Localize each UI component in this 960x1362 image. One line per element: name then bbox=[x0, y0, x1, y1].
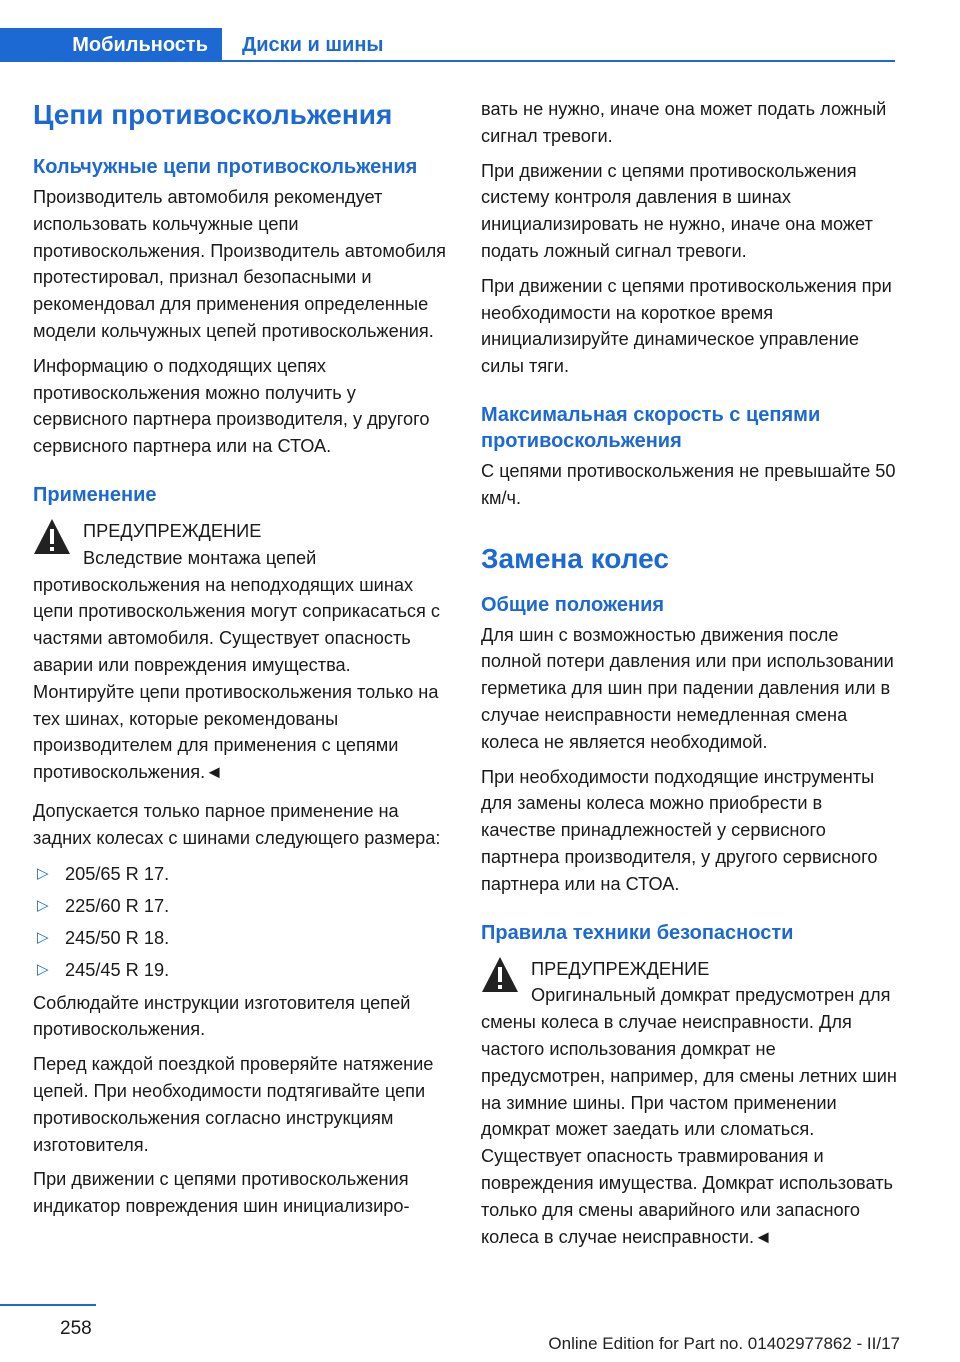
warning-block bbox=[481, 956, 899, 1251]
paragraph: При движении с цепями противоскольжения индикатор повреждения шин инициализиро- bbox=[33, 1169, 410, 1217]
section-title-usage: Применение bbox=[33, 483, 157, 506]
paragraph: Информацию о подходящих цепях противоскольжения можно получить у сервисного партнера производителя, у другого сервисного партнера или на СТОА. bbox=[33, 355, 430, 457]
tire-size: 205/65 R 17. bbox=[65, 863, 170, 884]
tire-size: 245/45 R 19. bbox=[65, 959, 170, 980]
page-title: Цепи противоскольжения bbox=[33, 99, 393, 130]
section-title-max-speed: Максимальная скорость с цепями противоскольжения bbox=[481, 403, 821, 452]
footer-rule bbox=[0, 1304, 96, 1306]
header-bar bbox=[0, 28, 895, 62]
paragraph: Производитель автомобиля рекомендует использовать кольчужные цепи противоскольжения. Производитель автомобиля протестировал, признал безопасными и рекомендовал для применения определенные модели кольчужных цепей противоскольжения. bbox=[33, 187, 447, 341]
page-number: 258 bbox=[60, 1318, 92, 1339]
left-column bbox=[33, 98, 448, 1220]
tire-size-list bbox=[33, 858, 448, 986]
list-bullet-icon: ▷ bbox=[37, 928, 49, 946]
section-title-chainmail: Кольчужные цепи противоскольжения bbox=[33, 156, 418, 178]
list-item bbox=[33, 954, 448, 986]
warning-triangle-icon bbox=[33, 518, 71, 556]
list-item bbox=[33, 922, 448, 954]
tire-size: 225/60 R 17. bbox=[65, 895, 170, 916]
warning-title: ПРЕДУПРЕЖДЕНИЕ bbox=[83, 520, 262, 541]
list-bullet-icon: ▷ bbox=[37, 864, 49, 882]
list-item bbox=[33, 858, 448, 890]
warning-block bbox=[33, 518, 448, 786]
paragraph: При движении с цепями противоскольжения при необходимости на короткое время инициализируйте динамическое управление силы тяги. bbox=[481, 275, 892, 377]
paragraph: Допускается только парное применение на задних колесах с шинами следующего размера: bbox=[33, 800, 441, 848]
tire-size: 245/50 R 18. bbox=[65, 927, 170, 948]
header-rule bbox=[0, 60, 895, 62]
warning-title: ПРЕДУПРЕЖДЕНИЕ bbox=[531, 958, 710, 979]
warning-text: Вследствие монтажа цепей противоскольжения на неподходящих шинах цепи противоскольжения могут соприкасаться с частями автомобиля. Существует опасность аварии или повреждения имущества. Монтируйте цепи противоскольжения только на тех шинах, которые рекомендованы производителем для применения с цепями противоскольжения.◄ bbox=[33, 547, 441, 783]
warning-text: Оригинальный домкрат предусмотрен для смены колеса в случае неисправности. Для частого использования домкрат не предусмотрен, например, для смены летних шин на зимние шины. При частом применении домкрат может заедать или сломаться. Существует опасность травмирования и повреждения имущества. Домкрат использовать только для смены аварийного или запасного колеса в случае неисправности.◄ bbox=[481, 985, 897, 1247]
section-title-general: Общие положения bbox=[481, 593, 665, 616]
list-bullet-icon: ▷ bbox=[37, 960, 49, 978]
section-title-wheel-change: Замена колес bbox=[481, 542, 669, 574]
tab-wheels-tires[interactable]: Диски и шины bbox=[242, 34, 384, 56]
paragraph: Соблюдайте инструкции изготовителя цепей противоскольжения. bbox=[33, 992, 411, 1040]
list-bullet-icon: ▷ bbox=[37, 896, 49, 914]
warning-triangle-icon bbox=[481, 956, 519, 994]
edition-note: Online Edition for Part no. 01402977862 - II/17 bbox=[548, 1334, 900, 1353]
paragraph: Для шин с возможностью движения после полной потери давления или при использовании герметика для шин при падении давления или в случае неисправности немедленная смена колеса не является необходимой. bbox=[481, 624, 894, 752]
paragraph: С цепями противоскольжения не превышайте 50 км/ч. bbox=[481, 460, 896, 508]
paragraph: Перед каждой поездкой проверяйте натяжение цепей. При необходимости подтягивайте цепи противоскольжения согласно инструкциям изготовителя. bbox=[33, 1054, 434, 1155]
section-title-safety: Правила техники безопасности bbox=[481, 921, 794, 944]
right-column bbox=[481, 96, 899, 1250]
tab-mobility[interactable]: Мобильность bbox=[0, 28, 222, 62]
paragraph: При необходимости подходящие инструменты для замены колеса можно приобрести в качестве принадлежностей у сервисного партнера производителя, у другого сервисного партнера или на СТОА. bbox=[481, 766, 878, 894]
list-item bbox=[33, 890, 448, 922]
paragraph: При движении с цепями противоскольжения систему контроля давления в шинах инициализировать не нужно, иначе она может подать ложный сигнал тревоги. bbox=[481, 160, 873, 261]
paragraph: вать не нужно, иначе она может подать ложный сигнал тревоги. bbox=[481, 99, 887, 146]
